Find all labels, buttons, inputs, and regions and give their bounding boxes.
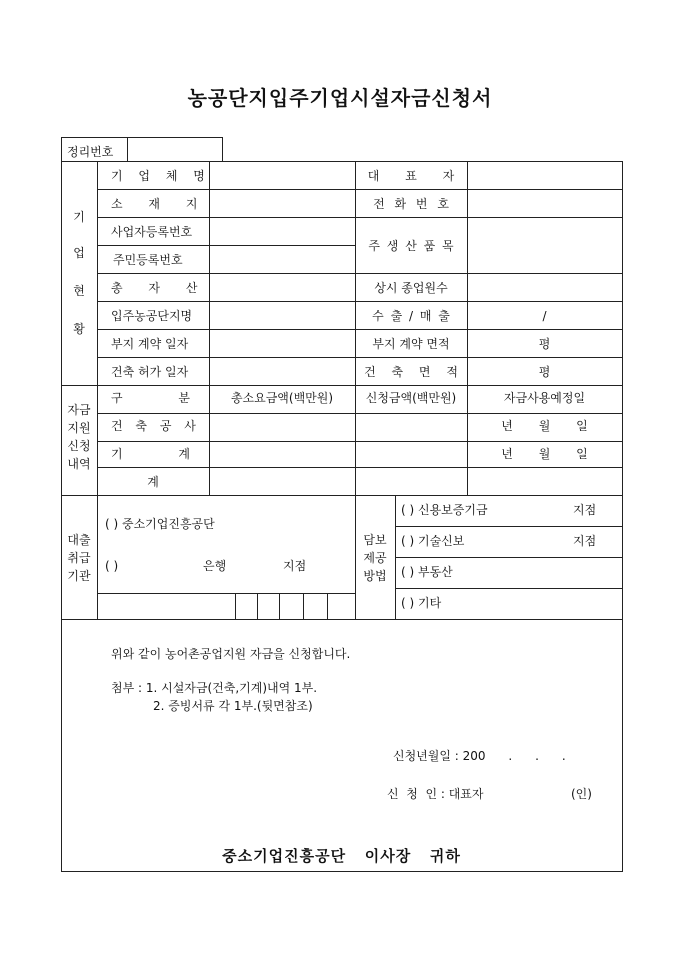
site-contract-area-label: 부지 계약 면적 <box>372 337 450 351</box>
machinery-date[interactable]: 년 월 일 <box>501 447 588 461</box>
address-label: 소 재 지 <box>111 197 198 211</box>
export-sales-label: 수 출 / 매 출 <box>372 309 450 323</box>
collateral-credit-guarantee-branch: 지점 <box>573 503 597 517</box>
collateral-tech-guarantee-option[interactable]: ( ) 기술신보 <box>401 534 465 548</box>
funding-label-line: 자금 <box>67 403 91 417</box>
table-rule <box>127 137 128 162</box>
table-rule <box>61 495 623 496</box>
business-reg-number-label: 사업자등록번호 <box>111 225 193 239</box>
table-rule <box>97 161 98 620</box>
collateral-credit-guarantee-option[interactable]: ( ) 신용보증기금 <box>401 503 488 517</box>
company-label-char: 현 <box>73 284 85 298</box>
funding-section-label <box>61 385 97 495</box>
declaration-text: 위와 같이 농어촌공업지원 자금을 신청합니다. <box>111 647 351 661</box>
table-rule <box>395 526 623 527</box>
receipt-number-field[interactable] <box>127 138 222 160</box>
lender-bank-option[interactable]: ( ) <box>105 559 119 573</box>
receipt-number-label: 정리번호 <box>67 145 114 159</box>
seal-mark: (인) <box>571 787 592 801</box>
industrial-complex-label: 입주농공단지명 <box>111 309 193 323</box>
lender-label-line: 취급 <box>67 551 91 565</box>
funding-row-total: 계 <box>147 475 159 489</box>
collateral-label-line: 제공 <box>363 551 387 565</box>
building-area-unit: 평 <box>538 365 551 379</box>
table-rule <box>97 329 356 330</box>
table-rule <box>355 329 623 330</box>
table-rule <box>61 161 62 872</box>
table-rule <box>622 161 623 872</box>
funding-label-line: 지원 <box>67 421 91 435</box>
phone-label: 전 화 번 호 <box>373 197 449 211</box>
funding-header-requested: 신청금액(백만원) <box>365 391 457 405</box>
table-rule <box>97 441 623 442</box>
funding-header-total: 총소요금액(백만원) <box>230 391 334 405</box>
table-rule <box>279 593 280 620</box>
collateral-label-line: 담보 <box>363 533 387 547</box>
applicant-line: 신 청 인 : 대표자 <box>387 787 484 801</box>
addressee: 중소기업진흥공단 이사장 귀하 <box>222 847 461 865</box>
building-permit-date-label: 건축 허가 일자 <box>111 365 189 379</box>
table-rule <box>395 588 623 589</box>
company-name-label: 기 업 체 명 <box>111 169 205 183</box>
table-rule <box>61 385 623 386</box>
table-rule <box>97 301 356 302</box>
attachment-line-2: 2. 증빙서류 각 1부.(뒷면참조) <box>153 699 313 713</box>
construction-date[interactable]: 년 월 일 <box>501 419 588 433</box>
funding-row-construction: 건 축 공 사 <box>111 419 196 433</box>
table-rule <box>97 593 356 594</box>
table-rule <box>355 217 623 218</box>
site-contract-date-label: 부지 계약 일자 <box>111 337 189 351</box>
table-rule <box>97 273 356 274</box>
collateral-section-label <box>355 495 395 619</box>
funding-header-date: 자금사용예정일 <box>503 391 586 405</box>
collateral-other-option[interactable]: ( ) 기타 <box>401 596 442 610</box>
lender-bank-name: 은행 <box>203 559 227 573</box>
lender-bank-branch: 지점 <box>283 559 307 573</box>
table-rule <box>355 495 356 620</box>
collateral-real-estate-option[interactable]: ( ) 부동산 <box>401 565 453 579</box>
attachment-line-1: 첨부 : 1. 시설자금(건축,기계)내역 1부. <box>111 681 318 695</box>
table-rule <box>97 413 623 414</box>
site-area-unit: 평 <box>538 337 551 351</box>
company-label-char: 기 <box>73 210 85 224</box>
representative-label: 대 표 자 <box>367 169 455 183</box>
company-section-label <box>61 161 97 385</box>
table-rule <box>327 593 328 620</box>
company-label-char: 업 <box>73 246 85 260</box>
table-rule <box>61 161 623 162</box>
table-rule <box>222 137 223 162</box>
lender-label-line: 대출 <box>67 533 91 547</box>
table-rule <box>257 593 258 620</box>
table-rule <box>97 357 356 358</box>
table-rule <box>61 137 223 138</box>
funding-header-category: 구 분 <box>111 391 190 405</box>
export-sales-value[interactable]: / <box>542 309 547 323</box>
company-label-char: 황 <box>73 322 85 336</box>
collateral-label-line: 방법 <box>363 569 387 583</box>
funding-label-line: 내역 <box>67 457 91 471</box>
table-rule <box>209 161 210 496</box>
collateral-tech-guarantee-branch: 지점 <box>573 534 597 548</box>
main-products-label: 주 생 산 품 목 <box>368 239 454 253</box>
resident-reg-number-label: 주민등록번호 <box>113 253 183 267</box>
table-rule <box>355 161 356 496</box>
lender-section-label <box>61 495 97 619</box>
table-rule <box>355 357 623 358</box>
table-rule <box>355 301 623 302</box>
lender-sbc-option[interactable]: ( ) 중소기업진흥공단 <box>105 517 215 531</box>
table-rule <box>61 871 623 872</box>
application-date[interactable]: 신청년월일 : 200 . . . <box>393 749 566 763</box>
form-title: 농공단지입주기업시설자금신청서 <box>187 86 493 110</box>
table-rule <box>467 161 468 496</box>
funding-label-line: 신청 <box>67 439 91 453</box>
table-rule <box>97 245 356 246</box>
table-rule <box>97 467 623 468</box>
table-rule <box>97 217 356 218</box>
building-area-label: 건 축 면 적 <box>364 365 458 379</box>
funding-row-machinery: 기 계 <box>111 447 190 461</box>
table-rule <box>355 189 623 190</box>
table-rule <box>97 189 356 190</box>
table-rule <box>395 557 623 558</box>
application-form <box>61 137 622 872</box>
table-rule <box>235 593 236 620</box>
total-assets-label: 총 자 산 <box>111 281 198 295</box>
employees-label: 상시 종업원수 <box>374 281 448 295</box>
table-rule <box>303 593 304 620</box>
table-rule <box>61 137 62 162</box>
table-rule <box>355 273 623 274</box>
lender-label-line: 기관 <box>67 569 91 583</box>
table-rule <box>61 619 623 620</box>
